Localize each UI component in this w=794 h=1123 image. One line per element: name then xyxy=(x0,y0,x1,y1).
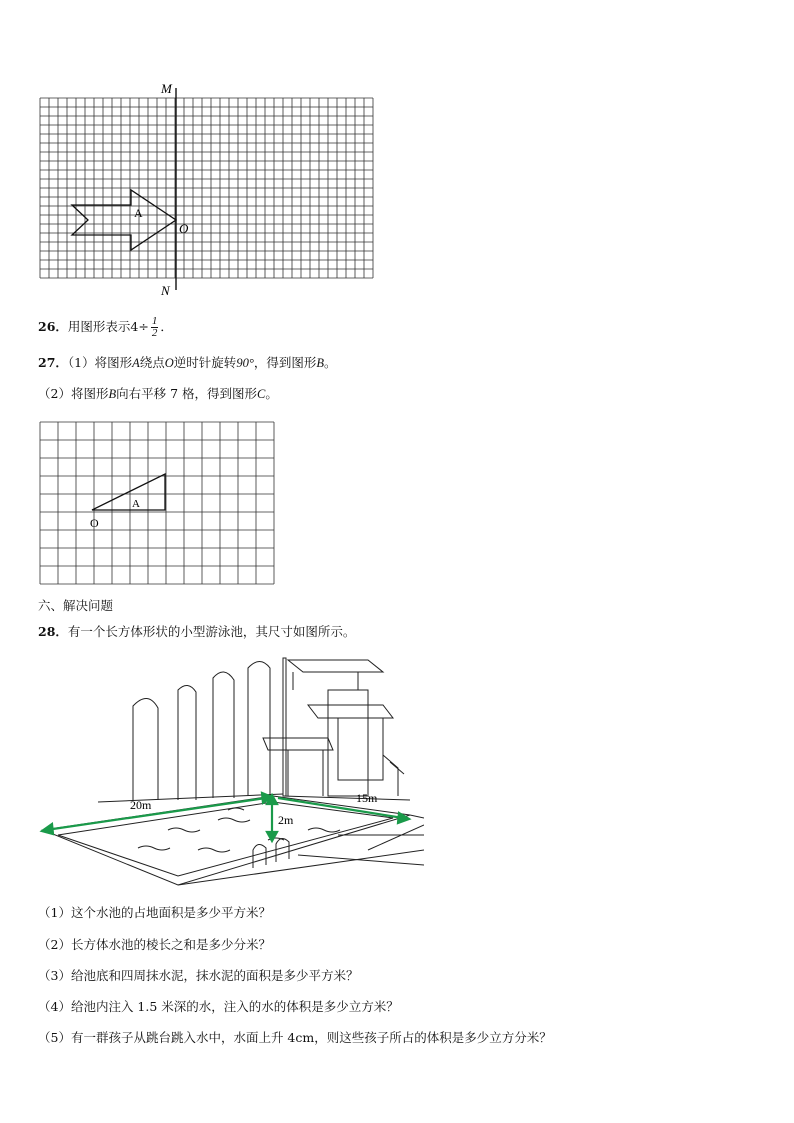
figure1-grid-diagram xyxy=(38,82,378,297)
q27-p1-text-c: 逆时针旋转 xyxy=(173,355,237,370)
dimension-arrows xyxy=(42,793,409,841)
label-n: N xyxy=(161,283,170,297)
q27-p1-var-o: O xyxy=(164,356,174,370)
q26-number: 26． xyxy=(38,319,68,334)
q27-p2-var-c: C xyxy=(257,387,266,401)
q28-text: 有一个长方体形状的小型游泳池，其尺寸如图所示。 xyxy=(67,624,356,639)
question-28 xyxy=(38,624,355,640)
q26-tail: ． xyxy=(160,319,173,334)
q27-p1-text-e: 。 xyxy=(323,355,337,370)
q26-text: 用图形表示 xyxy=(67,319,131,334)
q27-p1-angle: 90° xyxy=(236,356,254,370)
q27-p2-text-b: 向右平移 7 格，得到图形 xyxy=(116,386,257,401)
q26-frac-den: 2 xyxy=(151,327,158,339)
q27-p1-text-b: 绕点 xyxy=(139,355,165,370)
figure2-grid-diagram xyxy=(38,420,278,586)
label-a-fig2: A xyxy=(132,498,140,510)
q26-frac-num: 1 xyxy=(151,315,158,327)
section-6-title: 六、解决问题 xyxy=(38,598,114,613)
pool-background-lines xyxy=(43,658,424,885)
question-27-part1 xyxy=(38,355,336,371)
q27-p2-text-a: （2）将图形 xyxy=(38,386,109,401)
q27-p1-text-d: ，得到图形 xyxy=(253,355,317,370)
q26-fraction xyxy=(151,316,159,339)
q26-expr: 4÷ xyxy=(130,319,149,334)
dim-length-label: 20m xyxy=(130,798,152,812)
swimming-pool-illustration xyxy=(38,650,424,890)
shape-a-triangle xyxy=(92,474,165,510)
q28-sub-3: （3）给池底和四周抹水泥，抹水泥的面积是多少平方米？ xyxy=(38,968,359,983)
label-m: M xyxy=(161,82,172,96)
label-o-fig2: O xyxy=(90,516,99,530)
q27-number: 27． xyxy=(38,355,68,370)
q27-p1-var-a: A xyxy=(132,356,140,370)
question-26 xyxy=(38,316,173,339)
dim-depth-label: 2m xyxy=(278,813,294,827)
label-a: A xyxy=(134,206,143,220)
dim-width-label: 15m xyxy=(356,791,378,805)
q28-sub-2: （2）长方体水池的棱长之和是多少分米？ xyxy=(38,937,271,952)
q27-p2-var-b: B xyxy=(108,387,117,401)
q28-sub-5: （5）有一群孩子从跳台跳入水中，水面上升 4cm，则这些孩子所占的体积是多少立方分米？ xyxy=(38,1030,552,1045)
q27-p1-text-a: （1）将图形 xyxy=(67,355,133,370)
question-27-part2 xyxy=(38,386,278,402)
q27-p2-text-c: 。 xyxy=(265,386,278,401)
q28-sub-1: （1）这个水池的占地面积是多少平方米？ xyxy=(38,905,271,920)
q27-p1-var-b: B xyxy=(316,356,324,370)
shape-a-arrow xyxy=(72,190,176,250)
q28-number: 28． xyxy=(38,624,68,639)
q28-sub-4: （4）给池内注入 1.5 米深的水，注入的水的体积是多少立方米？ xyxy=(38,999,399,1014)
label-o: O xyxy=(179,221,189,236)
